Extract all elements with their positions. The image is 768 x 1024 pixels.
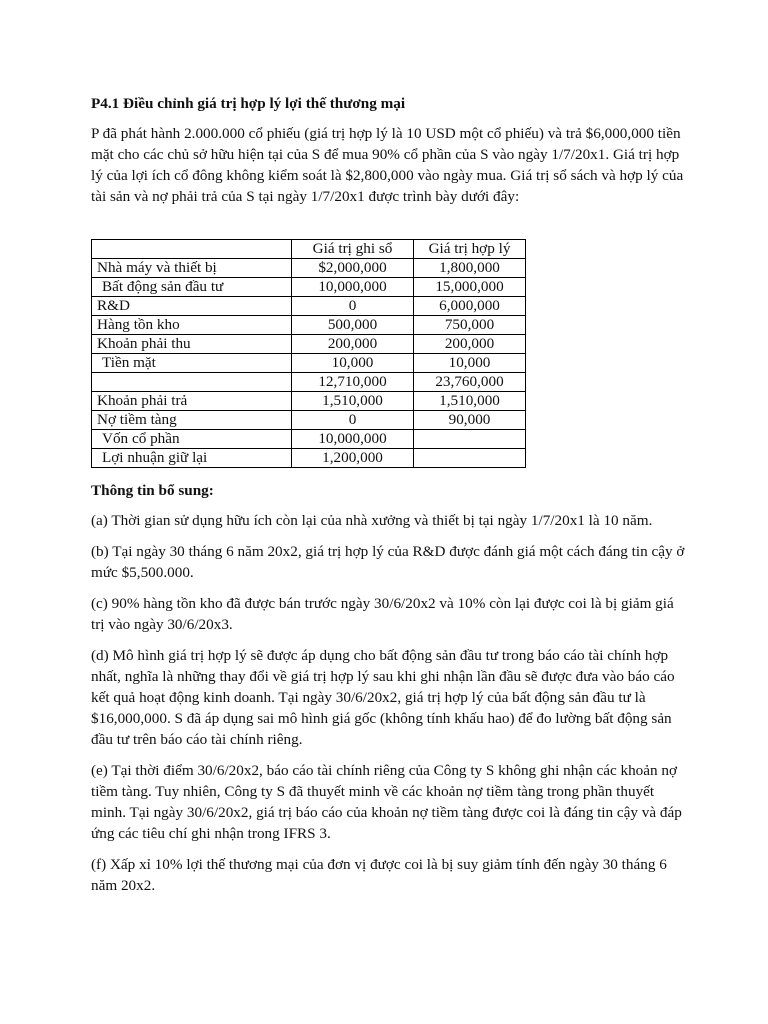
row-label: Bất động sản đầu tư <box>92 278 292 297</box>
fair-value-cell: 750,000 <box>414 316 526 335</box>
fair-value-cell: 10,000 <box>414 354 526 373</box>
row-label: Khoản phải thu <box>92 335 292 354</box>
header-fair-value: Giá trị hợp lý <box>414 240 526 259</box>
table-row <box>92 335 526 354</box>
book-value-cell: 1,200,000 <box>292 449 414 468</box>
row-label: Tiền mặt <box>92 354 292 373</box>
note-b: (b) Tại ngày 30 tháng 6 năm 20x2, giá trị hợp lý của R&D được đánh giá một cách đáng tin cậy ở mức $5,500.000. <box>91 543 685 581</box>
fair-value-table <box>91 239 526 468</box>
row-label: Nhà máy và thiết bị <box>92 259 292 278</box>
book-value-cell: 0 <box>292 297 414 316</box>
fair-value-cell: 1,510,000 <box>414 392 526 411</box>
fair-value-cell: 23,760,000 <box>414 373 526 392</box>
note-d: (d) Mô hình giá trị hợp lý sẽ được áp dụng cho bất động sản đầu tư trong báo cáo tài chính hợp nhất, nghĩa là những thay đổi về giá trị hợp lý sau khi ghi nhận lần đầu sẽ được đưa vào báo cáo kết quả hoạt động kinh doanh. Tại ngày 30/6/20x2, giá trị hợp lý của bất động sản đầu tư là $16,000,000. S đã áp dụng sai mô hình giá gốc (không tính khấu hao) để đo lường bất động sản đầu tư trên báo cáo tài chính riêng. <box>91 647 675 748</box>
table-row <box>92 449 526 468</box>
intro-paragraph: P đã phát hành 2.000.000 cổ phiếu (giá trị hợp lý là 10 USD một cổ phiếu) và trả $6,000,000 tiền mặt cho các chủ sở hữu hiện tại của S để mua 90% cổ phần của S vào ngày 1/7/20x1. Giá trị hợp lý của lợi ích cổ đông không kiểm soát là $2,800,000 vào ngày mua. Giá trị sổ sách và hợp lý của tài sản và nợ phải trả của S tại ngày 1/7/20x1 được trình bày dưới đây: <box>91 125 684 205</box>
fair-value-cell: 6,000,000 <box>414 297 526 316</box>
row-label <box>92 373 292 392</box>
book-value-cell: 10,000,000 <box>292 430 414 449</box>
book-value-cell: $2,000,000 <box>292 259 414 278</box>
fair-value-cell: 200,000 <box>414 335 526 354</box>
table-row <box>92 430 526 449</box>
table-row <box>92 392 526 411</box>
table-row <box>92 278 526 297</box>
table-row <box>92 316 526 335</box>
note-f: (f) Xấp xỉ 10% lợi thế thương mại của đơn vị được coi là bị suy giảm tính đến ngày 30 tháng 6 năm 20x2. <box>91 856 667 894</box>
fair-value-cell: 1,800,000 <box>414 259 526 278</box>
problem-title: P4.1 Điều chỉnh giá trị hợp lý lợi thế thương mại <box>91 95 406 112</box>
fair-value-cell <box>414 430 526 449</box>
supplementary-info-heading: Thông tin bổ sung: <box>91 482 214 499</box>
table-row-subtotal <box>92 373 526 392</box>
fair-value-cell: 90,000 <box>414 411 526 430</box>
table-row <box>92 259 526 278</box>
row-label: Lợi nhuận giữ lại <box>92 449 292 468</box>
book-value-cell: 1,510,000 <box>292 392 414 411</box>
row-label: Khoản phải trả <box>92 392 292 411</box>
book-value-cell: 0 <box>292 411 414 430</box>
row-label: Hàng tồn kho <box>92 316 292 335</box>
book-value-cell: 12,710,000 <box>292 373 414 392</box>
book-value-cell: 10,000,000 <box>292 278 414 297</box>
row-label: Vốn cổ phần <box>92 430 292 449</box>
table-row <box>92 297 526 316</box>
header-book-value: Giá trị ghi sổ <box>292 240 414 259</box>
row-label: R&D <box>92 297 292 316</box>
note-c: (c) 90% hàng tồn kho đã được bán trước ngày 30/6/20x2 và 10% còn lại được coi là bị giảm giá trị vào ngày 30/6/20x3. <box>91 595 674 633</box>
note-a: (a) Thời gian sử dụng hữu ích còn lại của nhà xưởng và thiết bị tại ngày 1/7/20x1 là 10 năm. <box>91 512 653 529</box>
header-label-cell <box>92 240 292 259</box>
book-value-cell: 500,000 <box>292 316 414 335</box>
table-row <box>92 354 526 373</box>
table-header-row <box>92 240 526 259</box>
book-value-cell: 200,000 <box>292 335 414 354</box>
fair-value-cell <box>414 449 526 468</box>
table-row <box>92 411 526 430</box>
book-value-cell: 10,000 <box>292 354 414 373</box>
fair-value-cell: 15,000,000 <box>414 278 526 297</box>
notes-list <box>91 510 687 906</box>
row-label: Nợ tiềm tàng <box>92 411 292 430</box>
note-e: (e) Tại thời điểm 30/6/20x2, báo cáo tài chính riêng của Công ty S không ghi nhận các khoản nợ tiềm tàng. Tuy nhiên, Công ty S đã thuyết minh về các khoản nợ tiềm tàng trong phần thuyết minh. Tại ngày 30/6/20x2, giá trị báo cáo của khoản nợ tiềm tàng được coi là đáng tin cậy và đáp ứng các tiêu chí ghi nhận trong IFRS 3. <box>91 762 682 842</box>
